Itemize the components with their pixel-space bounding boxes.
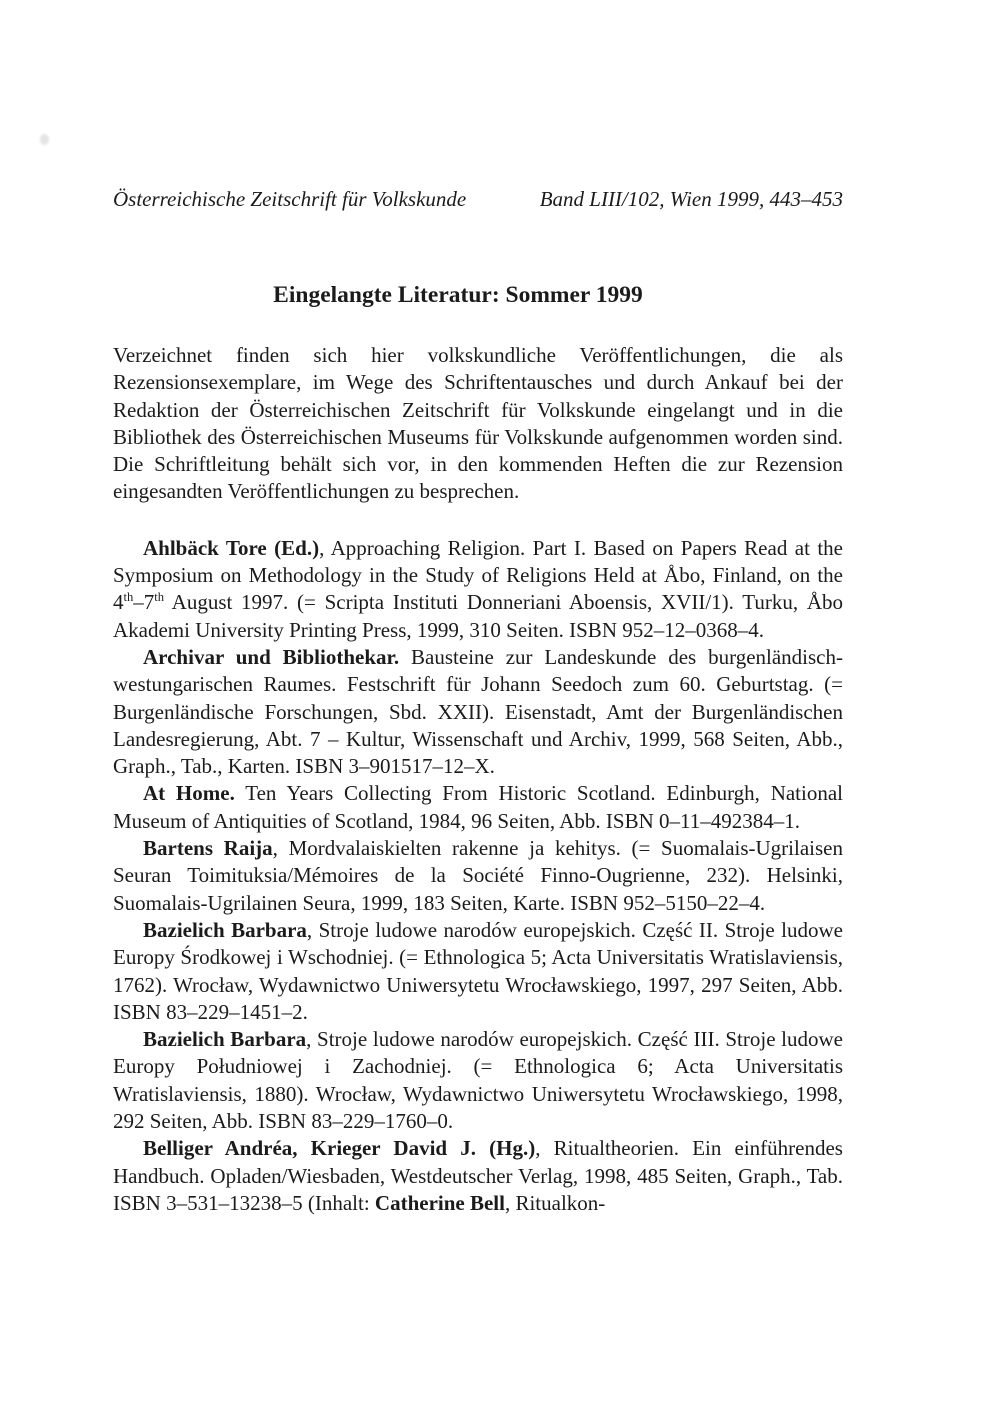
- bibliography-entry: [113, 535, 843, 644]
- entry-text: –7: [133, 590, 155, 615]
- entry-text: Ten Years Collecting From Historic Scotland. Edinburgh, National Museum of Antiquities of Scotland, 1984, 96 Seiten, Abb. ISBN 0–11–492384–1.: [113, 781, 844, 833]
- entry-text: , Ritualtheorien. Ein einführendes Handbuch. Opladen/Wiesbaden, Westdeutscher Verlag, 1998, 485 Seiten, Graph., Tab. ISBN 3–531–13238–5 (Inhalt:: [113, 1136, 843, 1215]
- bibliography-entry: [113, 1026, 843, 1135]
- ordinal-superscript: th: [123, 590, 134, 605]
- entry-text: August 1997. (= Scripta Instituti Donneriani Aboensis, XVII/1). Turku, Åbo Akademi University Printing Press, 1999, 310 Seiten. ISBN 952–12–0368–4.: [113, 590, 843, 642]
- entry-heading-text: Belliger Andréa, Krieger David J. (Hg.): [143, 1136, 536, 1161]
- journal-name: Österreichische Zeitschrift für Volkskunde: [113, 187, 467, 211]
- entry-text: , Stroje ludowe narodów europejskich. Część II. Stroje ludowe Europy Środkowej i Wschodniej. (= Ethnologica 5; Acta Universitatis Wratislaviensis, 1762). Wrocław, Wydawnictwo Uniwersytetu Wrocławskiego, 1997, 297 Seiten, Abb. ISBN 83–229–1451–2.: [113, 917, 844, 1024]
- bibliography-entry: [113, 1135, 843, 1217]
- journal-header: [113, 186, 843, 212]
- entry-text: , Approaching Religion. Part I. Based on Papers Read at the Symposium on Methodology in the Study of Religions Held at Åbo, Finland, on the 4: [113, 535, 843, 615]
- entry-heading-text: At Home.: [143, 781, 235, 806]
- intro-paragraph: Verzeichnet finden sich hier volkskundliche Veröffentlichungen, die als Rezensionsexemplare, im Wege des Schriftentausches und durch Ankauf bei der Redaktion der Österreichischen Zeitschrift für Volkskunde eingelangt und in die Bibliothek des Österreichischen Museums für Volkskunde aufgenommen worden sind. Die Schriftleitung behält sich vor, in den kommenden Heften die zur Rezension eingesandten Veröffentlichungen zu besprechen.: [113, 343, 843, 504]
- ordinal-superscript: th: [154, 590, 165, 605]
- entry-text: , Ritualkon-: [504, 1190, 606, 1215]
- entry-heading-text: Bazielich Barbara: [143, 1027, 307, 1052]
- entry-heading-text: Ahlbäck Tore (Ed.): [143, 535, 320, 560]
- bibliography-entry: [113, 780, 843, 835]
- entry-heading-text: Archivar und Bibliothekar.: [143, 644, 400, 669]
- entry-text: , Mordvalaiskielten rakenne ja kehitys. (= Suomalais-Ugrilaisen Seuran Toimituksia/Mémoires de la Société Finno-Ougrienne, 232). Helsinki, Suomalais-Ugrilainen Seura, 1999, 183 Seiten, Karte. ISBN 952–5150–22–4.: [113, 836, 843, 915]
- page-body: [113, 342, 843, 1217]
- entry-heading-text: Catherine Bell: [374, 1190, 505, 1215]
- entry-text: Bausteine zur Landeskunde des burgenländisch-westungarischen Raumes. Festschrift für Johann Seedoch zum 60. Geburtstag. (= Burgenländische Forschungen, Sbd. XXII). Eisenstadt, Amt der Burgenländischen Landesregierung, Abt. 7 – Kultur, Wissenschaft und Archiv, 1999, 568 Seiten, Abb., Graph., Tab., Karten. ISBN 3–901517–12–X.: [113, 644, 843, 779]
- entry-heading-text: Bazielich Barbara: [143, 917, 307, 942]
- entry-text: , Stroje ludowe narodów europejskich. Część III. Stroje ludowe Europy Południowej i Zachodniej. (= Ethnologica 6; Acta Universitatis Wratislaviensis, 1880). Wrocław, Wydawnictwo Uniwersytetu Wrocławskiego, 1998, 292 Seiten, Abb. ISBN 83–229–1760–0.: [113, 1027, 843, 1134]
- bibliography-entry: [113, 835, 843, 917]
- bibliography-entry: [113, 917, 843, 1026]
- scan-speck-artifact: [40, 134, 49, 145]
- entry-heading-text: Bartens Raija: [143, 836, 273, 861]
- bibliography-entry: [113, 644, 843, 780]
- page-title: Eingelangte Literatur: Sommer 1999: [273, 281, 643, 308]
- volume-info: Band LIII/102, Wien 1999, 443–453: [539, 187, 843, 211]
